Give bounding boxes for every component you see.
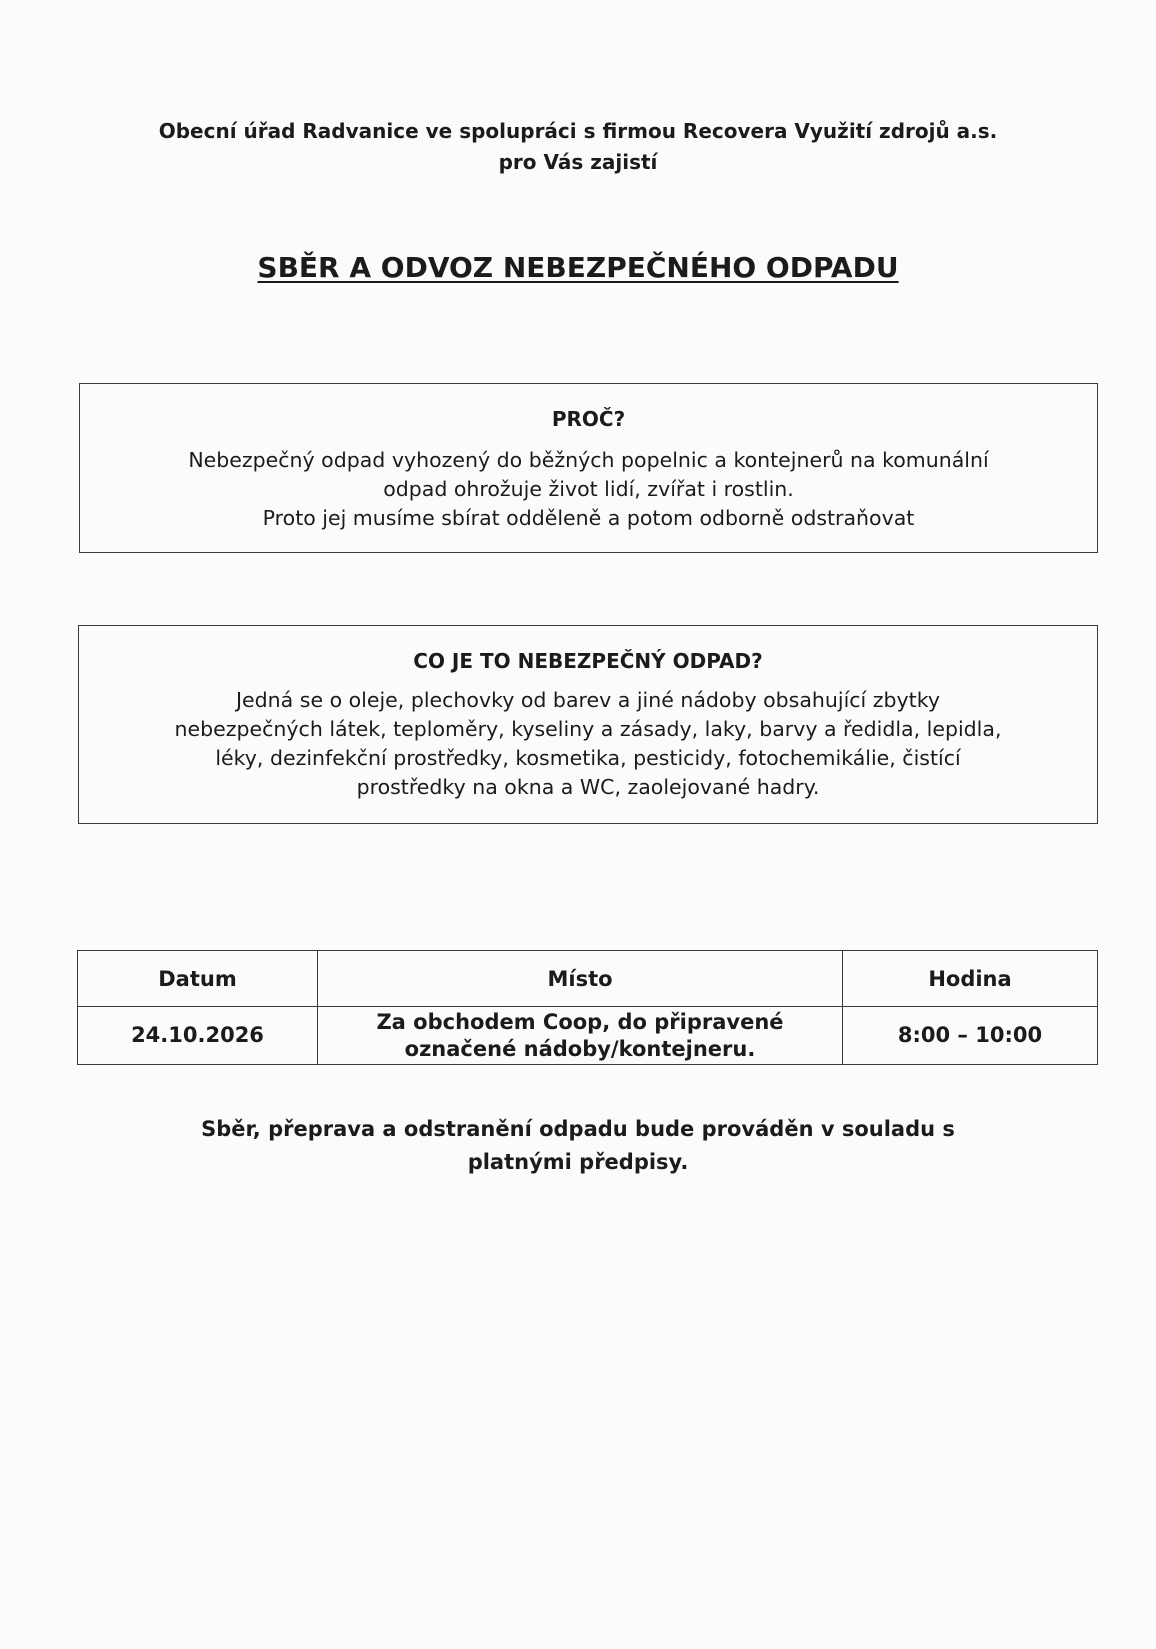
schedule-table [77, 950, 1098, 1065]
why-line: Proto jej musíme sbírat odděleně a potom odborně odstraňovat [262, 506, 915, 530]
closing-line-2: platnými předpisy. [467, 1150, 689, 1174]
what-line: prostředky na okna a WC, zaolejované hadry. [356, 775, 820, 799]
intro-line-2: pro Vás zajistí [498, 150, 658, 174]
closing-note [0, 1113, 1156, 1179]
place-line-1: Za obchodem Coop, do připravené [376, 1009, 784, 1034]
intro-line-1: Obecní úřad Radvanice ve spolupráci s firmou Recovera Využití zdrojů a.s. [158, 119, 998, 143]
why-heading: PROČ? [551, 407, 626, 431]
table-row [78, 1007, 1098, 1065]
why-line: Nebezpečný odpad vyhozený do běžných popelnic a kontejnerů na komunální [188, 448, 989, 472]
intro-text [0, 116, 1156, 178]
table-header-row [78, 951, 1098, 1007]
column-header-time: Hodina [843, 951, 1098, 1007]
place-line-2: označené nádoby/kontejneru. [404, 1036, 756, 1061]
page-title: SBĚR A ODVOZ NEBEZPEČNÉHO ODPADU [257, 251, 899, 284]
closing-line-1: Sběr, přeprava a odstranění odpadu bude prováděn v souladu s [201, 1117, 955, 1141]
what-line: nebezpečných látek, teploměry, kyseliny a zásady, laky, barvy a ředidla, lepidla, [174, 717, 1002, 741]
why-text [80, 446, 1097, 533]
what-line: léky, dezinfekční prostředky, kosmetika, pesticidy, fotochemikálie, čistící [215, 746, 961, 770]
what-text [79, 686, 1097, 802]
cell-time: 8:00 – 10:00 [843, 1007, 1098, 1065]
why-section [79, 383, 1098, 553]
what-section [78, 625, 1098, 824]
cell-place [318, 1007, 843, 1065]
why-line: odpad ohrožuje život lidí, zvířat i rostlin. [383, 477, 794, 501]
what-heading: CO JE TO NEBEZPEČNÝ ODPAD? [413, 649, 763, 673]
column-header-place: Místo [318, 951, 843, 1007]
cell-date: 24.10.2026 [78, 1007, 318, 1065]
what-line: Jedná se o oleje, plechovky od barev a jiné nádoby obsahující zbytky [236, 688, 940, 712]
column-header-date: Datum [78, 951, 318, 1007]
